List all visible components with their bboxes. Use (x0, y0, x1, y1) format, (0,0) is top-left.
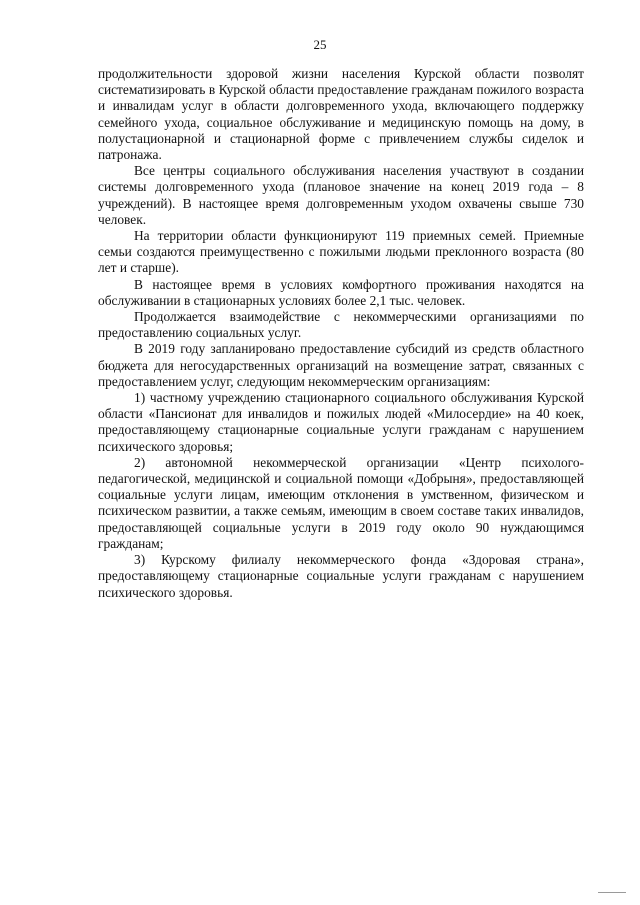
document-body (98, 66, 584, 601)
paragraph-nonprofit-cooperation: Продолжается взаимодействие с некоммерческими организациями по предоставлению социальных услуг. (98, 309, 584, 341)
list-item-dobrynya: 2) автономной некоммерческой организации «Центр психолого-педагогической, медицинской и социальной помощи «Добрыня», предоставляющей социальные услуги лицам, имеющим отклонения в умственном, физическом и психическом развитии, а также семьям, имеющим в своем составе таких инвалидов, предоставляющей социальные услуги в 2019 году около 90 нуждающимся гражданам; (98, 454, 584, 551)
paragraph-social-service-centers: Все центры социального обслуживания населения участвуют в создании системы долговременного ухода (плановое значение на конец 2019 года – 8 учреждений). В настоящее время долговременным уходом охвачены свыше 730 человек. (98, 163, 584, 227)
paragraph-healthy-life-continuation: продолжительности здоровой жизни населения Курской области позволят систематизировать в Курской области предоставление гражданам пожилого возраста и инвалидам услуг в области долговременного ухода, включающего поддержку семейного ухода, социальное обслуживание и медицинскую помощь на дому, в полустационарной и стационарной форме с привлечением службы сиделок и патронажа. (98, 66, 584, 163)
paragraph-residential-care: В настоящее время в условиях комфортного проживания находятся на обслуживании в стационарных условиях более 2,1 тыс. человек. (98, 276, 584, 308)
list-item-zdorovaya-strana: 3) Курскому филиалу некоммерческого фонда «Здоровая страна», предоставляющему стационарные социальные услуги гражданам с нарушением психического здоровья. (98, 552, 584, 600)
list-item-miloserdie: 1) частному учреждению стационарного социального обслуживания Курской области «Пансионат для инвалидов и пожилых людей «Милосердие» на 40 коек, предоставляющему стационарные социальные услуги гражданам с нарушением психического здоровья; (98, 390, 584, 454)
scan-corner-mark (598, 892, 626, 893)
paragraph-foster-families: На территории области функционируют 119 приемных семей. Приемные семьи создаются преимущественно с пожилыми людьми преклонного возраста (80 лет и старше). (98, 228, 584, 276)
paragraph-subsidies-2019: В 2019 году запланировано предоставление субсидий из средств областного бюджета для негосударственных организаций на возмещение затрат, связанных с предоставлением услуг, следующим некоммерческим организациям: (98, 341, 584, 389)
page-number: 25 (313, 37, 327, 52)
